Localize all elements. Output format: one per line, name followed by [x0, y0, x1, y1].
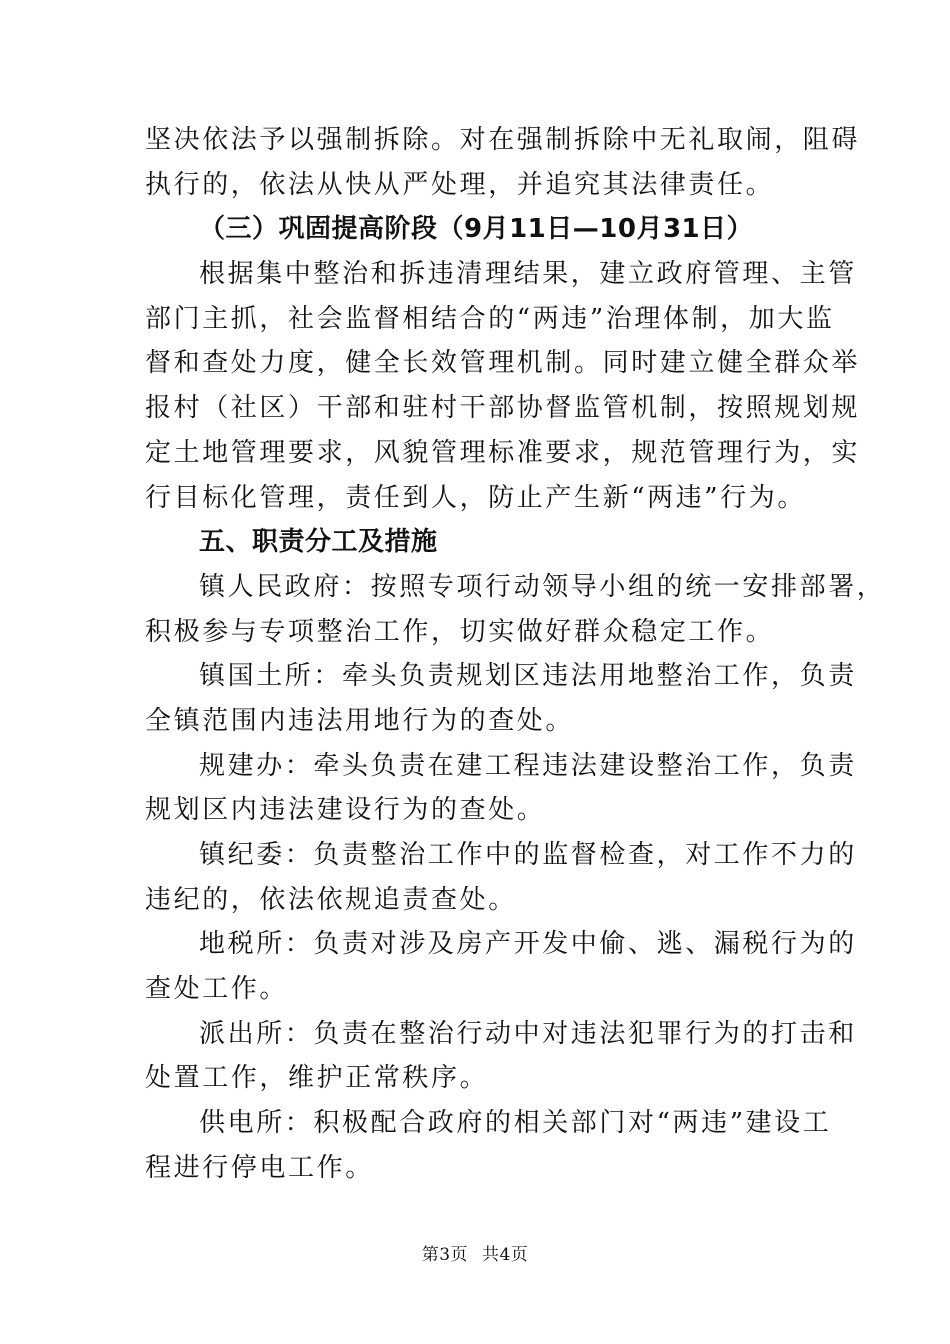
body-line: 处置工作，维护正常秩序。	[145, 1063, 489, 1094]
body-line: 部门主抓，社会监督相结合的“两违”治理体制，加大监	[145, 303, 835, 334]
section-heading-responsibilities: 五、职责分工及措施	[199, 527, 438, 558]
paragraph-first-line: 镇国土所：牵头负责规划区违法用地整治工作，负责	[199, 661, 857, 692]
document-body	[145, 118, 886, 1191]
paragraph-first-line: 根据集中整治和拆违清理结果，建立政府管理、主管	[199, 259, 857, 290]
body-line: 督和查处力度，健全长效管理机制。同时建立健全群众举	[145, 348, 861, 379]
page-total: 共4页	[481, 1245, 529, 1265]
page-footer	[0, 1240, 950, 1265]
body-line: 违纪的，依法依规追责查处。	[145, 884, 517, 915]
body-line: 行目标化管理，责任到人，防止产生新“两违”行为。	[145, 482, 806, 513]
paragraph-first-line: 地税所：负责对涉及房产开发中偷、逃、漏税行为的	[199, 929, 857, 960]
paragraph-first-line: 规建办：牵头负责在建工程违法建设整治工作，负责	[199, 750, 857, 781]
paragraph-first-line: 供电所：积极配合政府的相关部门对“两违”建设工	[199, 1108, 832, 1139]
body-line: 全镇范围内违法用地行为的查处。	[145, 705, 575, 736]
body-line: 积极参与专项整治工作，切实做好群众稳定工作。	[145, 616, 775, 647]
page-number: 第3页	[421, 1245, 469, 1265]
paragraph-first-line: 派出所：负责在整治行动中对违法犯罪行为的打击和	[199, 1018, 857, 1049]
body-line: 执行的，依法从快从严处理，并追究其法律责任。	[145, 169, 775, 200]
paragraph-first-line: 镇人民政府：按照专项行动领导小组的统一安排部署，	[199, 571, 886, 602]
body-line: 定土地管理要求，风貌管理标准要求，规范管理行为，实	[145, 437, 861, 468]
body-line: 程进行停电工作。	[145, 1152, 374, 1183]
paragraph-first-line: 镇纪委：负责整治工作中的监督检查，对工作不力的	[199, 840, 857, 870]
body-line: 规划区内违法建设行为的查处。	[145, 795, 546, 826]
body-line: 报村（社区）干部和驻村干部协督监管机制，按照规划规	[145, 393, 861, 424]
section-heading-phase-3: （三）巩固提高阶段（9月11日—10月31日）	[199, 214, 754, 245]
body-line: 坚决依法予以强制拆除。对在强制拆除中无礼取闹，阻碍	[145, 125, 861, 155]
body-line: 查处工作。	[145, 974, 289, 1005]
